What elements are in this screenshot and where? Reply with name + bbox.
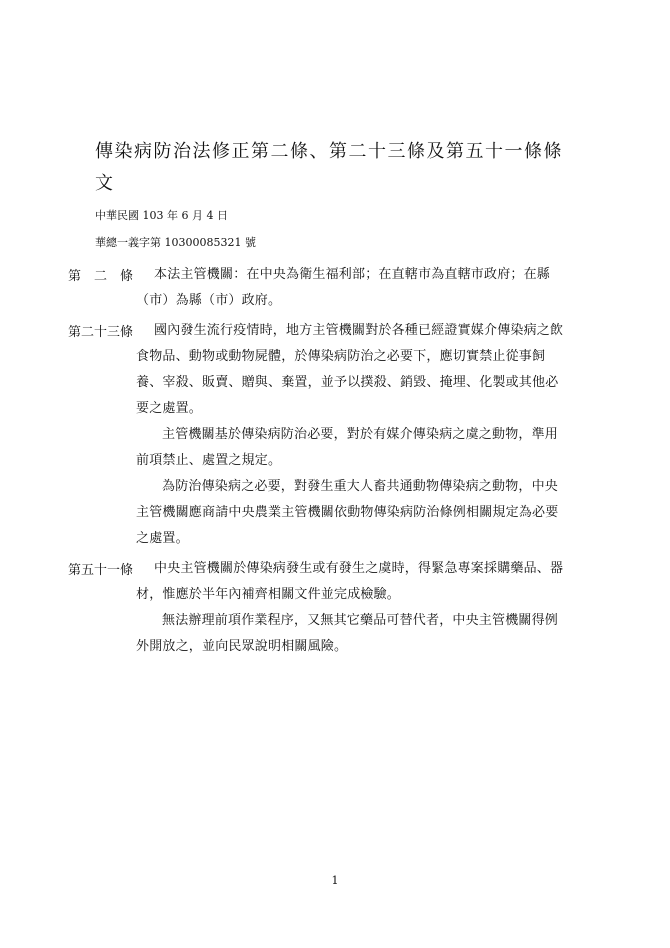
article-paragraph: 本法主管機關：在中央為衛生福利部；在直轄市為直轄市政府；在縣（市）為縣（市）政府。 bbox=[136, 267, 551, 308]
article-heading: 第 二 條 bbox=[68, 269, 134, 284]
presidential-order-number: 華總一義字第 10300085321 號 bbox=[95, 236, 256, 249]
page-number: 1 bbox=[331, 874, 339, 887]
article-paragraph: 無法辦理前項作業程序，又無其它藥品可替代者，中央主管機關得例外開放之，並向民眾說明相關風險。 bbox=[136, 613, 559, 654]
document-title: 傳染病防治法修正第二條、第二十三條及第五十一條條文 bbox=[95, 141, 563, 194]
article-51 bbox=[68, 556, 570, 660]
article-23 bbox=[68, 318, 570, 552]
article-paragraph: 為防治傳染病之必要，對發生重大人畜共通動物傳染病之動物，中央主管機關應商請中央農業主管機關依動物傳染病防治條例相關規定為必要之處置。 bbox=[136, 479, 559, 546]
article-heading: 第五十一條 bbox=[68, 563, 134, 578]
article-paragraph: 主管機關基於傳染病防治必要，對於有媒介傳染病之虞之動物，準用前項禁止、處置之規定。 bbox=[136, 427, 559, 468]
article-heading: 第二十三條 bbox=[68, 325, 134, 340]
article-2 bbox=[68, 262, 570, 314]
promulgation-date: 中華民國 103 年 6 月 4 日 bbox=[95, 209, 228, 222]
article-paragraph: 國內發生流行疫情時，地方主管機關對於各種已經證實媒介傳染病之飲食物品、動物或動物屍體，於傳染病防治之必要下，應切實禁止從事飼養、宰殺、販賣、贈與、棄置，並予以撲殺、銷毀、掩埋、化製或其他必要之處置。 bbox=[136, 323, 564, 416]
article-paragraph: 中央主管機關於傳染病發生或有發生之虞時，得緊急專案採購藥品、器材，惟應於半年內補齊相關文件並完成檢驗。 bbox=[136, 561, 564, 602]
